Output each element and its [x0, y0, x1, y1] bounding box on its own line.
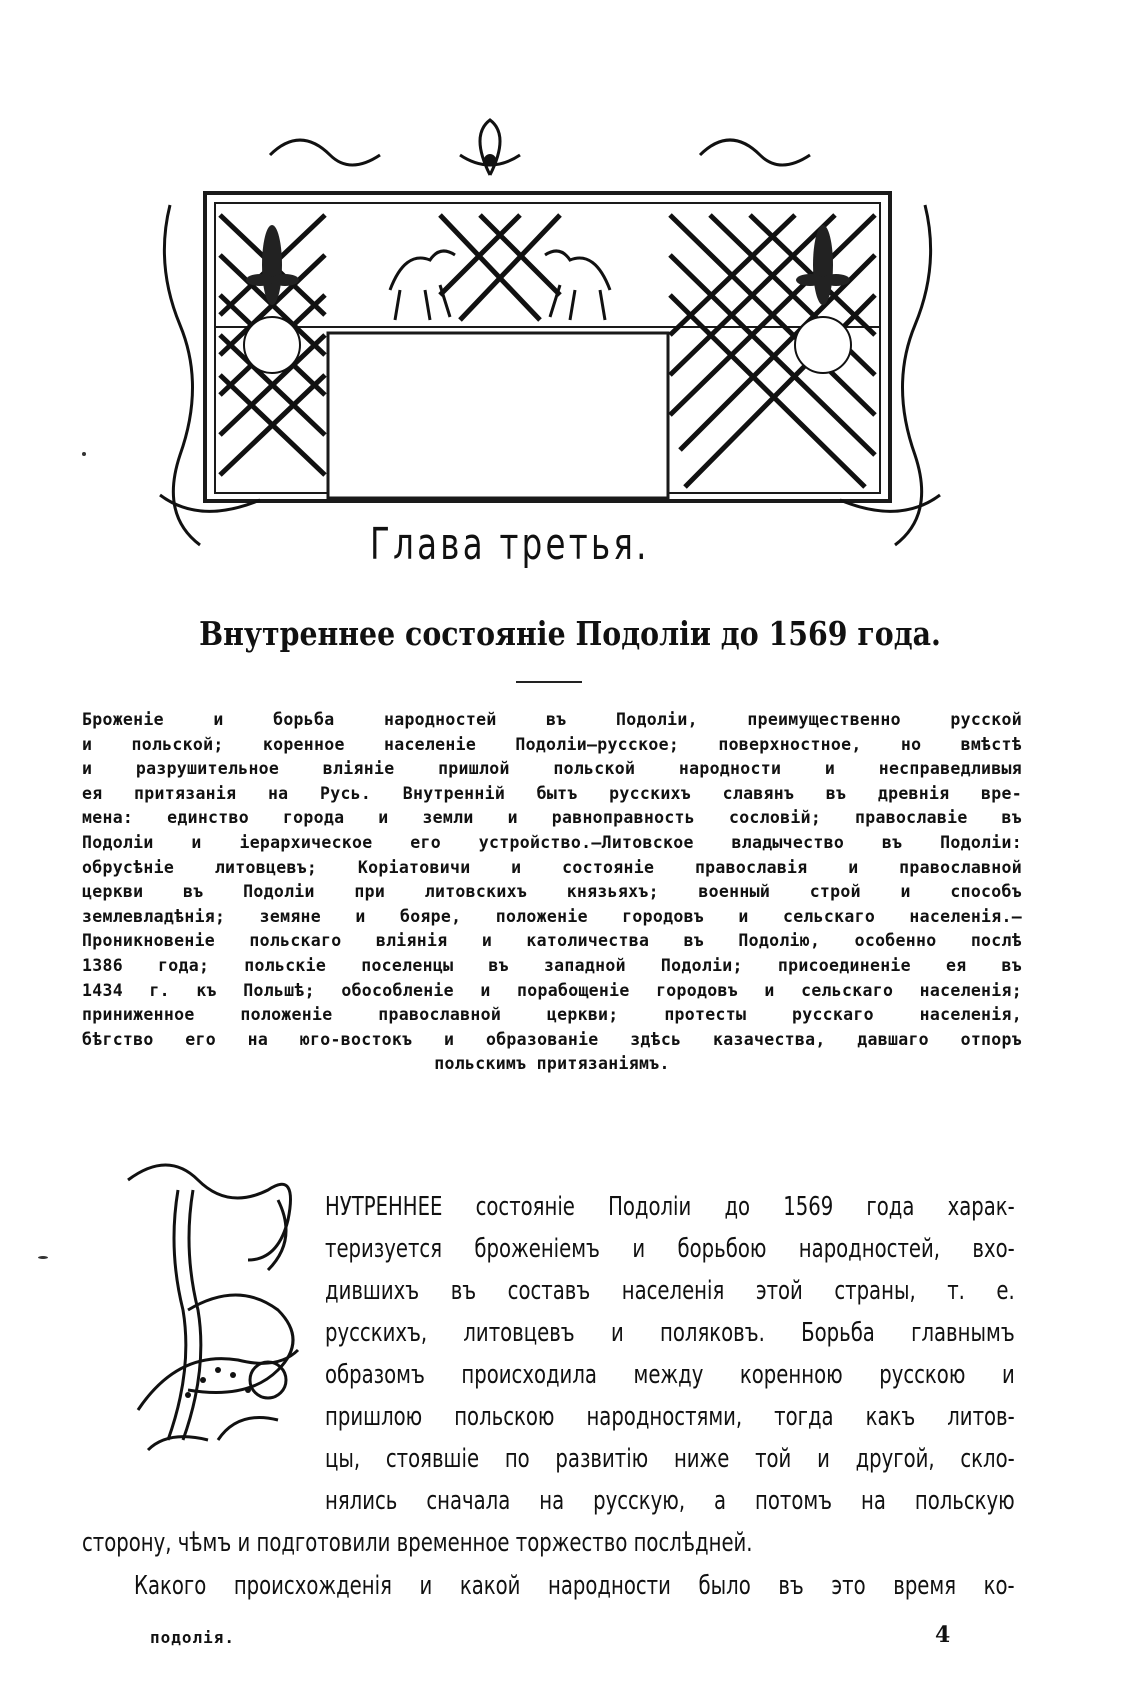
summary-line: Подоліи и іерархическое его устройство.—Литовское владычество въ Подоліи:	[82, 832, 1022, 852]
body-line: нялись сначала на русскую, а потомъ на польскую	[325, 1486, 1015, 1516]
body-paragraph-end	[82, 1522, 1015, 1564]
chapter-heading: Глава третья.	[370, 519, 650, 570]
print-speck	[38, 1256, 48, 1259]
body-paragraph-second	[134, 1565, 1015, 1607]
summary-line: 1434 г. къ Польшѣ; обособленіе и порабощеніе городовъ и сельскаго населенія;	[82, 980, 1022, 1000]
footer-signature: подолія.	[150, 1628, 236, 1647]
body-line: образомъ происходила между коренною русскою и	[325, 1360, 1015, 1390]
summary-line: мена: единство города и земли и равноправность сословій; православіе въ	[82, 808, 1022, 828]
page-number: 4	[935, 1622, 951, 1648]
summary-line: церкви въ Подоліи при литовскихъ князьяхъ; военный строй и способъ	[82, 882, 1022, 902]
body-line: теризуется броженіемъ и борьбою народностей, вхо-	[325, 1234, 1015, 1264]
summary-line: обрусѣніе литовцевъ; Коріатовичи и состояніе православія и православной	[82, 857, 1022, 877]
body-line: дившихъ въ составъ населенія этой страны, т. е.	[325, 1276, 1015, 1306]
body-line: пришлою польскою народностями, тогда какъ литов-	[325, 1402, 1015, 1432]
body-line: Какого происхожденія и какой народности было въ это время ко-	[134, 1571, 1015, 1601]
title-divider	[516, 681, 582, 683]
chapter-title: Внутреннее состояніе Подоліи до 1569 года.	[199, 614, 941, 653]
summary-line: ея притязанія на Русь. Внутренній бытъ русскихъ славянъ въ древнія вре-	[82, 783, 1022, 803]
body-line: русскихъ, литовцевъ и поляковъ. Борьба главнымъ	[325, 1318, 1015, 1348]
summary-line: бѣгство его на юго-востокъ и образованіе здѣсь казачества, давшаго отпоръ	[82, 1029, 1022, 1049]
summary-line: 1386 года; польскіе поселенцы въ западной Подоліи; присоединеніе ея въ	[82, 955, 1022, 975]
summary-line: землевладѣнія; земяне и бояре, положеніе городовъ и сельскаго населенія.—	[82, 906, 1022, 926]
summary-line: и разрушительное вліяніе пришлой польской народности и несправедливыя	[82, 759, 1022, 779]
summary-line: польскимъ притязаніямъ.	[434, 1054, 670, 1074]
body-line: НУТРЕННЕЕ состояніе Подоліи до 1569 года харак-	[325, 1192, 1015, 1222]
summary-line: Броженіе и борьба народностей въ Подоліи, преимущественно русской	[82, 710, 1022, 729]
summary-line: приниженное положеніе православной церкви; протесты русскаго населенія,	[82, 1005, 1022, 1025]
summary-line: Проникновеніе польскаго вліянія и католичества въ Подолію, особенно послѣ	[82, 931, 1022, 951]
summary-line: и польской; коренное населеніе Подоліи—русское; поверхностное, но вмѣстѣ	[82, 734, 1022, 754]
body-line: цы, стоявшіе по развитію ниже той и другой, скло-	[325, 1444, 1015, 1474]
body-line: сторону, чѣмъ и подготовили временное торжество послѣдней.	[82, 1528, 753, 1558]
print-speck	[82, 452, 86, 456]
chapter-summary	[82, 708, 1022, 1077]
body-paragraph-indented	[325, 1186, 1015, 1522]
decorated-initial-letter	[118, 1160, 318, 1460]
